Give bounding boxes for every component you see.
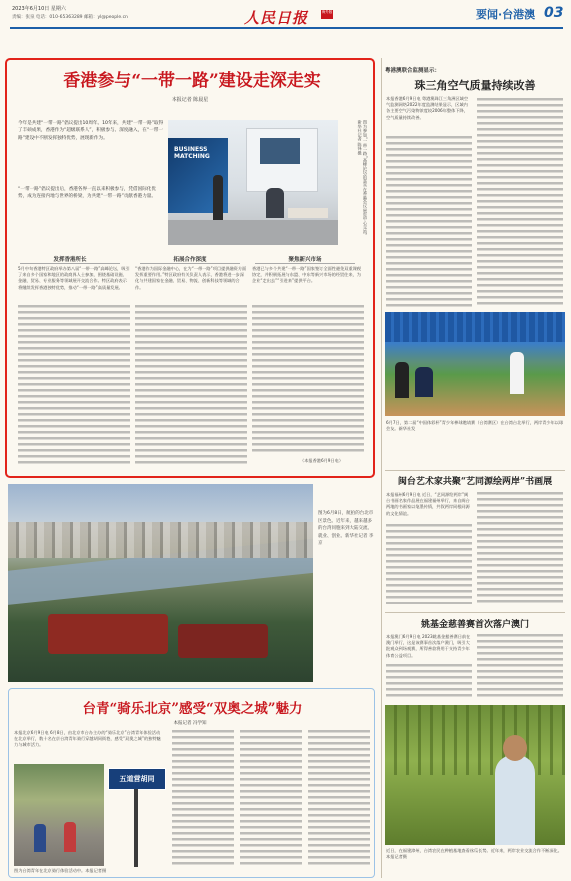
masthead-rule (10, 27, 563, 29)
bottom-article-lead: 本报北京6月9日电 6月8日，由北京市台办主办的“骑乐北京”台湾青年体验活动在北京举行，数十名在京台湾青年骑行穿越胡同街巷，感受“双奥之城”的独特魅力与城市活力。 (14, 730, 161, 748)
divider (385, 470, 565, 471)
feature-lead: 今年是共建“一带一路”倡议提出10周年。10年来，共建“一带一路”取得了丰硕成果，香港作为“超级联系人”，积极参与、深度融入，在“一带一路”建设中不断发挥独特优势，展现新作为。 (18, 121, 164, 141)
feature-byline: 本报记者 陈晨星 (171, 97, 209, 103)
booth-screen (260, 138, 300, 164)
feature-col-1-lead: 5月中旬香港特区政府举办第八届“一带一路”高峰论坛，吸引了来自多个国家和地区的政商界人士参加，围绕基础设施、金融、贸易、专业服务等领域展开交流合作。特区政府表示将继续发挥香港独特优势，推动“一带一路”高质量发展。 (18, 266, 130, 290)
cyclist-figure (34, 824, 46, 852)
street-sign: 五道营胡同 (108, 768, 166, 790)
mid-photo (8, 484, 313, 682)
divider (385, 612, 565, 613)
side-photo-1 (385, 312, 565, 416)
side-photo-1-caption: 6月7日，第二届“中国体彩杯”青少年棒球邀请赛（台湾赛区）在台湾台北举行，两岸青少年以球会友。新华社发 (386, 420, 564, 432)
table (288, 208, 328, 218)
page-number: 03 (544, 5, 564, 21)
side-article-2-body-b (477, 492, 563, 604)
bottom-article-body-b (240, 730, 302, 868)
subhead-1: 发挥香港所长 (20, 255, 120, 264)
feature-lead-more: “一带一路”倡议提出后，香港各界一直以来积极参与，凭借国际化优势，成为连接内地与世界的桥梁，为共建“一带一路”贡献香港力量。 (18, 187, 156, 200)
feature-col-2-body (135, 305, 247, 465)
mid-photo-caption: 图为6月8日，航拍的台北市区景色。近年来，越来越多的台湾同胞来到大陆交流、就业、创业。新华社记者 李京 (318, 511, 374, 547)
catcher-figure (415, 367, 433, 397)
business-matching-sign: BUSINESS MATCHING (174, 146, 210, 160)
bottom-right-photo (385, 705, 565, 845)
masthead-meta-line: 责编：张泉 电话：010-65363289 邮箱：yl@people.cn (12, 15, 128, 20)
loofah-vines (385, 705, 565, 775)
side-article-1-body-a (386, 136, 472, 308)
bottom-right-photo-caption: 近日，在福建漳州，台湾农民在种植基地查看丝瓜长势。近年来，两岸农业交流合作不断深化。本报记者摄 (386, 848, 562, 860)
stadium-seats (385, 312, 565, 342)
batter-figure (510, 352, 524, 394)
masthead (0, 0, 571, 44)
paper-name-logo: 人民日报 (244, 9, 309, 27)
side-article-3-title: 姚基金慈善赛首次落户澳门 (420, 620, 529, 630)
feature-photo-caption: 图为参加“一带一路”高峰论坛的嘉宾在香港会议展览中心交流。新华社记者 陈铎摄 (357, 120, 368, 238)
visitor-figure (266, 188, 284, 218)
bottom-article-photo-caption: 图为台湾青年在北京骑行体验活动中。本报记者摄 (14, 868, 107, 873)
section-label: 要闻·台港澳 (476, 8, 536, 21)
cyclist-figure (64, 822, 76, 852)
temple-roof (48, 614, 168, 654)
subhead-2: 拓展合作深度 (140, 255, 240, 264)
feature-photo (168, 120, 338, 245)
column-divider (381, 58, 382, 878)
floor (168, 220, 338, 245)
bottom-article-byline: 本报记者 冯学知 (173, 721, 207, 726)
side-article-1-lead: 本报香港6月9日电 粤港澳珠江三角洲区域空气监测网络2022年度监测结果显示，区域内各主要空气污染物浓度较2006年整体下降，空气质量持续改善。 (386, 96, 469, 120)
masthead-date-line: 2023年6月10日 星期六 (12, 6, 66, 12)
farmer-figure (495, 755, 535, 845)
farmer-head (503, 735, 527, 761)
bottom-article-body-c (308, 730, 370, 868)
feature-col-3-body (252, 305, 364, 453)
feature-title: 香港参与“一带一路”建设走深走实 (63, 71, 321, 91)
side-article-2-title: 闽台艺术家共聚“艺同源绘两岸”书画展 (397, 477, 553, 487)
side-article-1-kicker: 粤港澳联合监测显示： (385, 68, 441, 74)
bottom-article-body-a (172, 730, 234, 868)
visitor-figure (213, 175, 223, 220)
street-sign-pole (134, 789, 138, 867)
side-article-1-body-b (477, 98, 563, 308)
side-article-3-lead: 本报澳门6月9日电 2023姚基金慈善赛日前在澳门举行，这是该赛事首次落户澳门，吸引大批观众到场观赛，所得善款将用于支持青少年体育公益项目。 (386, 634, 471, 658)
edition-badge: 海外版 (321, 10, 333, 19)
side-article-3-body-b (477, 634, 563, 698)
subhead-3: 聚焦新兴市场 (255, 255, 355, 264)
umpire-figure (395, 362, 409, 398)
feature-col-1-body (18, 305, 130, 465)
feature-end-note: （本报香港6月9日电） (300, 458, 344, 463)
feature-col-2-lead: “香港作为国际金融中心，在为“一带一路”项目提供融资方面发挥重要作用。”特区政府有关负责人表示，香港将进一步深化与共建国家在金融、贸易、物流、创新科技等领域的合作。 (135, 266, 247, 290)
feature-col-3-lead: 香港已与多个共建“一带一路”国家签订全面性避免双重课税协定，并积极拓展与东盟、中东等新兴市场的经贸往来，为企业“走出去”“引进来”提供平台。 (252, 266, 362, 284)
side-article-2-body-a (386, 524, 472, 604)
bottom-article-title: 台青“骑乐北京”感受“双奥之城”魅力 (82, 701, 303, 717)
side-article-2-lead: 本报福州6月9日电 近日，“艺同源绘两岸”闽台书画名家作品展在福建福州举行，来自闽台两地的书画家以笔墨传情，共叙两岸同根同源的文化情谊。 (386, 492, 470, 516)
side-article-3-body-a (386, 664, 472, 698)
skyline (8, 522, 313, 558)
side-article-1-title: 珠三角空气质量持续改善 (414, 79, 536, 92)
bottom-article-photo (14, 764, 104, 866)
temple-roof (178, 624, 268, 658)
